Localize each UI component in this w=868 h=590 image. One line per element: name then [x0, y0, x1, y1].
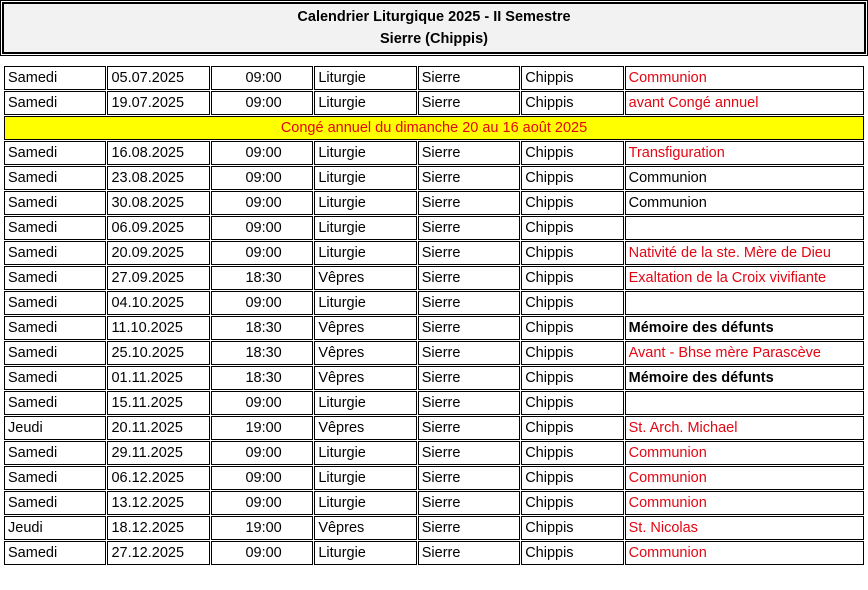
time-cell: 19:00	[211, 516, 313, 540]
place-cell: Chippis	[521, 366, 623, 390]
schedule-table	[3, 65, 865, 566]
service-cell: Vêpres	[314, 341, 416, 365]
place-cell: Chippis	[521, 291, 623, 315]
note-cell: Communion	[625, 191, 864, 215]
time-cell: 09:00	[211, 491, 313, 515]
service-cell: Vêpres	[314, 316, 416, 340]
city-cell: Sierre	[418, 241, 520, 265]
table-row	[4, 141, 864, 165]
time-cell: 09:00	[211, 66, 313, 90]
table-row	[4, 166, 864, 190]
table-row	[4, 216, 864, 240]
time-cell: 18:30	[211, 316, 313, 340]
time-cell: 09:00	[211, 391, 313, 415]
place-cell: Chippis	[521, 216, 623, 240]
day-cell: Samedi	[4, 491, 106, 515]
service-cell: Liturgie	[314, 141, 416, 165]
time-cell: 09:00	[211, 241, 313, 265]
date-cell: 20.09.2025	[107, 241, 209, 265]
date-cell: 01.11.2025	[107, 366, 209, 390]
service-cell: Vêpres	[314, 416, 416, 440]
city-cell: Sierre	[418, 466, 520, 490]
note-cell: Exaltation de la Croix vivifiante	[625, 266, 864, 290]
city-cell: Sierre	[418, 391, 520, 415]
table-row	[4, 66, 864, 90]
table-row	[4, 316, 864, 340]
place-cell: Chippis	[521, 466, 623, 490]
date-cell: 15.11.2025	[107, 391, 209, 415]
city-cell: Sierre	[418, 341, 520, 365]
service-cell: Vêpres	[314, 516, 416, 540]
table-row	[4, 391, 864, 415]
note-cell: Communion	[625, 66, 864, 90]
table-row	[4, 91, 864, 115]
day-cell: Samedi	[4, 441, 106, 465]
table-row	[4, 441, 864, 465]
place-cell: Chippis	[521, 266, 623, 290]
time-cell: 19:00	[211, 416, 313, 440]
time-cell: 18:30	[211, 266, 313, 290]
city-cell: Sierre	[418, 91, 520, 115]
place-cell: Chippis	[521, 416, 623, 440]
note-cell: Mémoire des défunts	[625, 366, 864, 390]
time-cell: 09:00	[211, 191, 313, 215]
time-cell: 18:30	[211, 366, 313, 390]
note-cell: St. Nicolas	[625, 516, 864, 540]
note-cell: Transfiguration	[625, 141, 864, 165]
note-cell: Communion	[625, 166, 864, 190]
service-cell: Liturgie	[314, 466, 416, 490]
note-cell	[625, 391, 864, 415]
note-cell: Avant - Bhse mère Parascève	[625, 341, 864, 365]
time-cell: 09:00	[211, 216, 313, 240]
day-cell: Samedi	[4, 316, 106, 340]
place-cell: Chippis	[521, 391, 623, 415]
table-row	[4, 191, 864, 215]
service-cell: Vêpres	[314, 366, 416, 390]
service-cell: Liturgie	[314, 91, 416, 115]
day-cell: Samedi	[4, 191, 106, 215]
day-cell: Samedi	[4, 541, 106, 565]
table-row	[4, 241, 864, 265]
service-cell: Liturgie	[314, 241, 416, 265]
date-cell: 29.11.2025	[107, 441, 209, 465]
city-cell: Sierre	[418, 491, 520, 515]
service-cell: Vêpres	[314, 266, 416, 290]
service-cell: Liturgie	[314, 491, 416, 515]
table-row	[4, 341, 864, 365]
time-cell: 09:00	[211, 166, 313, 190]
note-cell: Nativité de la ste. Mère de Dieu	[625, 241, 864, 265]
table-row	[4, 266, 864, 290]
day-cell: Samedi	[4, 391, 106, 415]
time-cell: 09:00	[211, 141, 313, 165]
city-cell: Sierre	[418, 416, 520, 440]
note-cell: Communion	[625, 491, 864, 515]
city-cell: Sierre	[418, 266, 520, 290]
day-cell: Jeudi	[4, 516, 106, 540]
time-cell: 09:00	[211, 91, 313, 115]
place-cell: Chippis	[521, 341, 623, 365]
time-cell: 09:00	[211, 441, 313, 465]
date-cell: 18.12.2025	[107, 516, 209, 540]
place-cell: Chippis	[521, 516, 623, 540]
service-cell: Liturgie	[314, 441, 416, 465]
service-cell: Liturgie	[314, 66, 416, 90]
note-cell: Communion	[625, 466, 864, 490]
city-cell: Sierre	[418, 216, 520, 240]
note-cell: St. Arch. Michael	[625, 416, 864, 440]
service-cell: Liturgie	[314, 216, 416, 240]
holiday-banner: Congé annuel du dimanche 20 au 16 août 2025	[4, 116, 864, 140]
note-cell: Communion	[625, 541, 864, 565]
place-cell: Chippis	[521, 441, 623, 465]
note-cell	[625, 216, 864, 240]
date-cell: 19.07.2025	[107, 91, 209, 115]
city-cell: Sierre	[418, 141, 520, 165]
day-cell: Samedi	[4, 241, 106, 265]
document-title: Calendrier Liturgique 2025 - II Semestre	[297, 9, 571, 25]
city-cell: Sierre	[418, 291, 520, 315]
time-cell: 09:00	[211, 541, 313, 565]
day-cell: Samedi	[4, 291, 106, 315]
day-cell: Samedi	[4, 266, 106, 290]
schedule-body	[4, 66, 864, 565]
date-cell: 27.12.2025	[107, 541, 209, 565]
place-cell: Chippis	[521, 66, 623, 90]
city-cell: Sierre	[418, 541, 520, 565]
table-row	[4, 541, 864, 565]
document-header	[2, 2, 866, 54]
place-cell: Chippis	[521, 491, 623, 515]
place-cell: Chippis	[521, 91, 623, 115]
day-cell: Samedi	[4, 66, 106, 90]
holiday-banner-row	[4, 116, 864, 140]
day-cell: Jeudi	[4, 416, 106, 440]
day-cell: Samedi	[4, 141, 106, 165]
day-cell: Samedi	[4, 466, 106, 490]
city-cell: Sierre	[418, 166, 520, 190]
city-cell: Sierre	[418, 191, 520, 215]
table-row	[4, 491, 864, 515]
city-cell: Sierre	[418, 366, 520, 390]
note-cell: Communion	[625, 441, 864, 465]
table-row	[4, 291, 864, 315]
place-cell: Chippis	[521, 191, 623, 215]
date-cell: 27.09.2025	[107, 266, 209, 290]
service-cell: Liturgie	[314, 166, 416, 190]
table-row	[4, 516, 864, 540]
day-cell: Samedi	[4, 166, 106, 190]
place-cell: Chippis	[521, 241, 623, 265]
date-cell: 05.07.2025	[107, 66, 209, 90]
service-cell: Liturgie	[314, 391, 416, 415]
city-cell: Sierre	[418, 316, 520, 340]
note-cell	[625, 291, 864, 315]
day-cell: Samedi	[4, 366, 106, 390]
place-cell: Chippis	[521, 166, 623, 190]
date-cell: 20.11.2025	[107, 416, 209, 440]
time-cell: 18:30	[211, 341, 313, 365]
date-cell: 30.08.2025	[107, 191, 209, 215]
note-cell: avant Congé annuel	[625, 91, 864, 115]
date-cell: 16.08.2025	[107, 141, 209, 165]
city-cell: Sierre	[418, 441, 520, 465]
day-cell: Samedi	[4, 91, 106, 115]
day-cell: Samedi	[4, 216, 106, 240]
document-subtitle: Sierre (Chippis)	[380, 31, 488, 47]
date-cell: 13.12.2025	[107, 491, 209, 515]
table-row	[4, 416, 864, 440]
table-row	[4, 366, 864, 390]
time-cell: 09:00	[211, 466, 313, 490]
date-cell: 04.10.2025	[107, 291, 209, 315]
place-cell: Chippis	[521, 541, 623, 565]
place-cell: Chippis	[521, 316, 623, 340]
service-cell: Liturgie	[314, 291, 416, 315]
note-cell: Mémoire des défunts	[625, 316, 864, 340]
day-cell: Samedi	[4, 341, 106, 365]
date-cell: 06.12.2025	[107, 466, 209, 490]
time-cell: 09:00	[211, 291, 313, 315]
place-cell: Chippis	[521, 141, 623, 165]
date-cell: 23.08.2025	[107, 166, 209, 190]
city-cell: Sierre	[418, 66, 520, 90]
service-cell: Liturgie	[314, 541, 416, 565]
date-cell: 06.09.2025	[107, 216, 209, 240]
date-cell: 25.10.2025	[107, 341, 209, 365]
table-row	[4, 466, 864, 490]
service-cell: Liturgie	[314, 191, 416, 215]
date-cell: 11.10.2025	[107, 316, 209, 340]
city-cell: Sierre	[418, 516, 520, 540]
